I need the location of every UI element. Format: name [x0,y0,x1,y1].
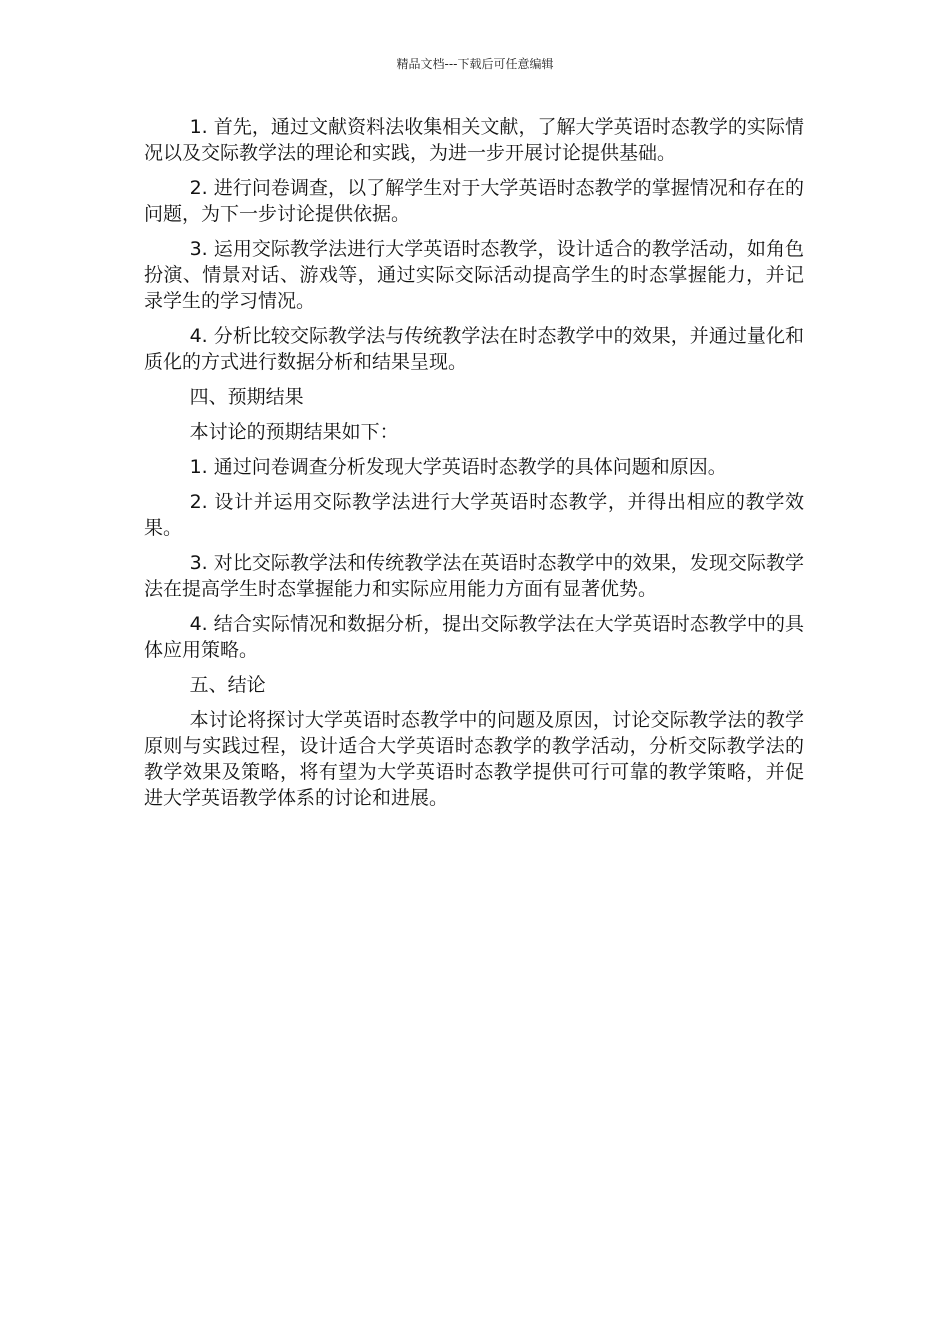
method-step-2: 2. 进行问卷调查，以了解学生对于大学英语时态教学的掌握情况和存在的问题，为下一步讨论提供依据。 [144,177,804,225]
method-step-1: 1. 首先，通过文献资料法收集相关文献，了解大学英语时态教学的实际情况以及交际教学法的理论和实践，为进一步开展讨论提供基础。 [144,116,804,164]
method-step-3: 3. 运用交际教学法进行大学英语时态教学，设计适合的教学活动，如角色扮演、情景对话、游戏等，通过实际交际活动提高学生的时态掌握能力，并记录学生的学习情况。 [144,238,804,312]
document-body [144,114,804,820]
expected-result-3: 3. 对比交际教学法和传统教学法在英语时态教学中的效果，发现交际教学法在提高学生时态掌握能力和实际应用能力方面有显著优势。 [144,552,804,600]
expected-result-4: 4. 结合实际情况和数据分析，提出交际教学法在大学英语时态教学中的具体应用策略。 [144,613,804,661]
conclusion-paragraph: 本讨论将探讨大学英语时态教学中的问题及原因，讨论交际教学法的教学原则与实践过程，设计适合大学英语时态教学的教学活动，分析交际教学法的教学效果及策略，将有望为大学英语时态教学提供可行可靠的教学策略，并促进大学英语教学体系的讨论和进展。 [144,709,804,809]
expected-results-intro: 本讨论的预期结果如下： [189,421,399,443]
expected-result-2: 2. 设计并运用交际教学法进行大学英语时态教学，并得出相应的教学效果。 [144,491,804,539]
page-header: 精品文档---下载后可任意编辑 [396,57,554,71]
section-heading-expected-results: 四、预期结果 [189,386,304,408]
method-step-4: 4. 分析比较交际教学法与传统教学法在时态教学中的效果，并通过量化和质化的方式进行数据分析和结果呈现。 [144,325,804,373]
section-heading-conclusion: 五、结论 [189,674,266,696]
expected-result-1: 1. 通过问卷调查分析发现大学英语时态教学的具体问题和原因。 [189,456,727,478]
